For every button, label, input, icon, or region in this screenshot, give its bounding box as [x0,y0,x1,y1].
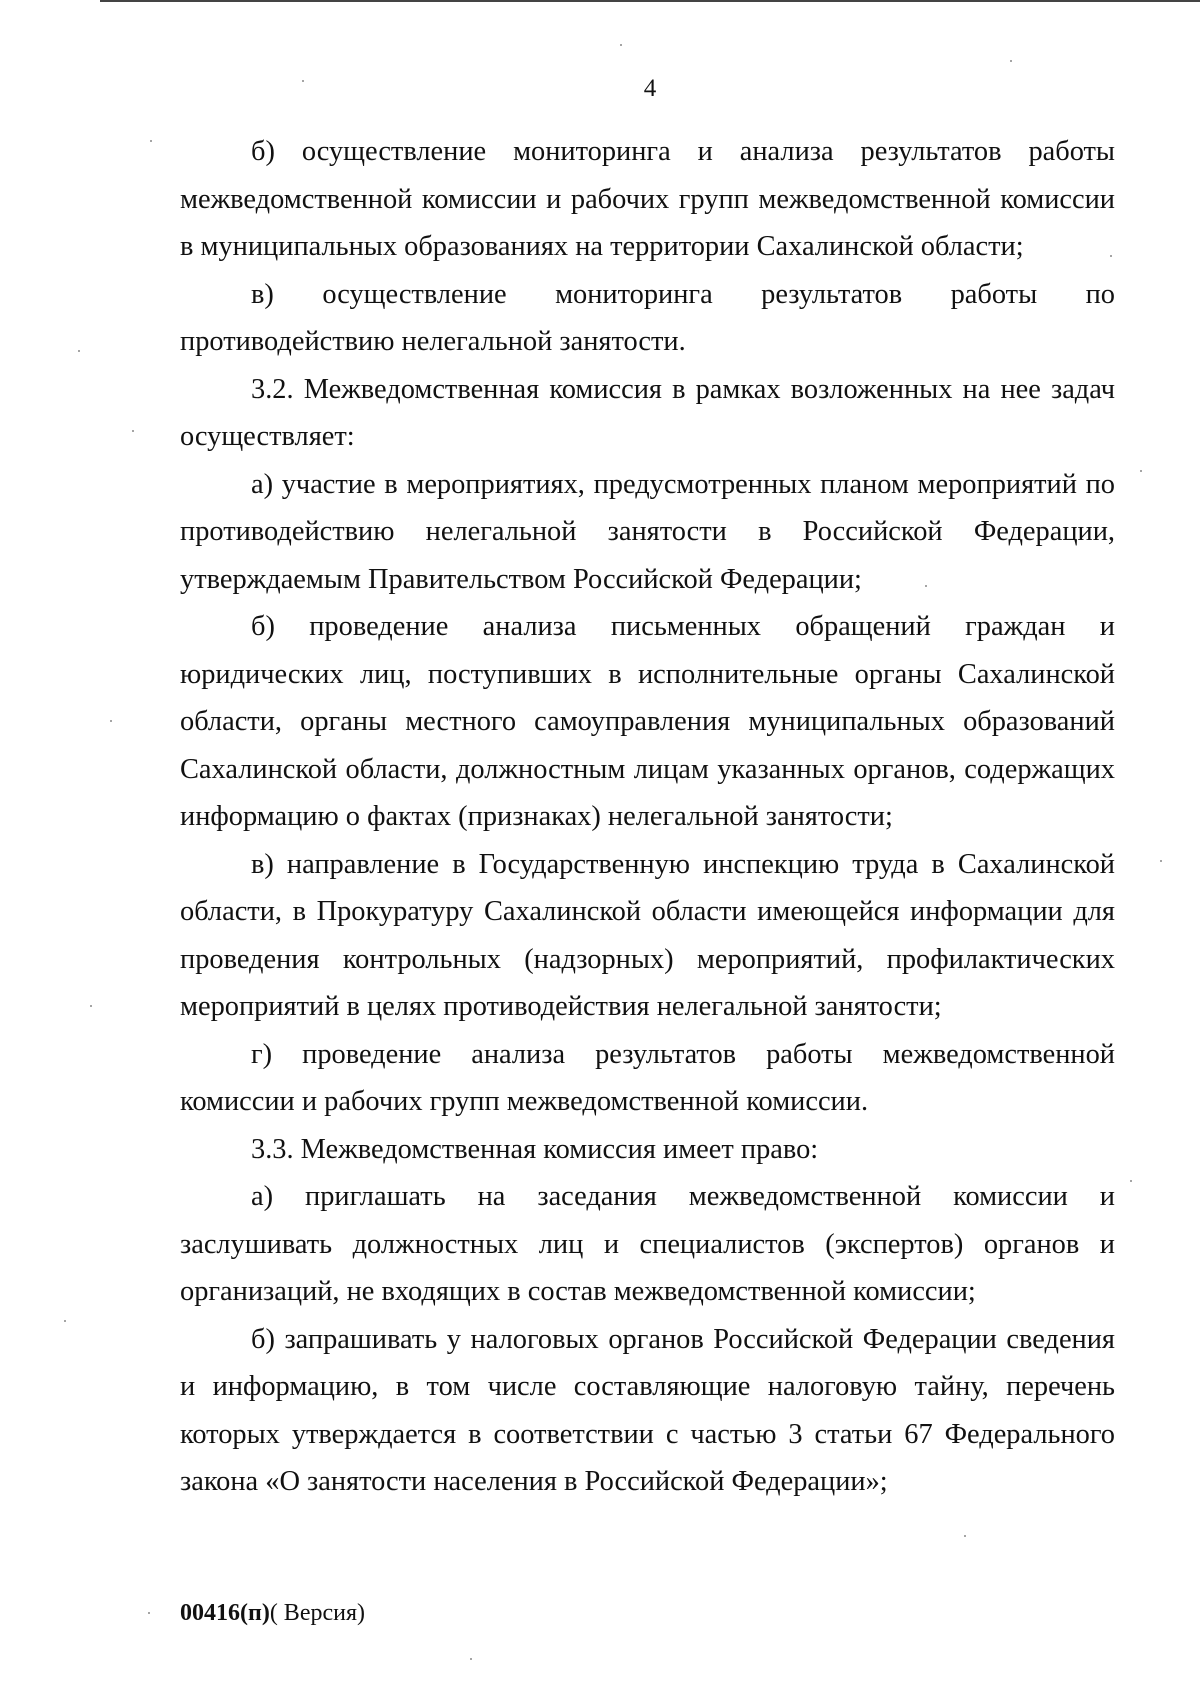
paragraph-b-monitoring-analysis: б) осуществление мониторинга и анализа результатов работы межведомственной комиссии и рабочих групп межведомственной комиссии в муниципальных образованиях на территории Сахалинской области; [180,136,1115,262]
scan-speck [110,720,112,722]
paragraph-3-2-heading: 3.2. Межведомственная комиссия в рамках возложенных на нее задач осуществляет: [180,373,1115,452]
scan-speck [925,585,927,587]
scan-speck [132,430,134,432]
paragraph-a-invite: а) приглашать на заседания межведомственной комиссии и заслушивать должностных лиц и специалистов (экспертов) органов и организаций, не входящих в состав межведомственной комиссии; [180,1181,1115,1307]
scan-speck [64,1320,66,1322]
paragraph-g-results-analysis: г) проведение анализа результатов работы межведомственной комиссии и рабочих групп межведомственной комиссии. [180,1038,1115,1117]
scan-speck [78,350,80,352]
document-footer [180,1598,365,1628]
scan-edge-line [100,0,1200,2]
paragraph-3-3-heading: 3.3. Межведомственная комиссия имеет право: [251,1133,819,1165]
scan-speck [1130,1180,1132,1182]
document-version: ( Версия) [269,1600,365,1626]
scan-speck [148,1612,150,1614]
paragraph-b-appeals-analysis: б) проведение анализа письменных обращений граждан и юридических лиц, поступивших в исполнительные органы Сахалинской области, органы местного самоуправления муниципальных образований Сахалинской области, должностным лицам указанных органов, содержащих информацию о фактах (признаках) нелегальной занятости; [180,611,1115,832]
page-number: 4 [643,75,657,102]
scan-speck [302,80,304,82]
scan-speck [620,44,622,46]
document-code: 00416(п) [180,1600,270,1626]
document-body [180,128,1115,1506]
scan-speck [964,1535,966,1537]
paragraph-b-request-info: б) запрашивать у налоговых органов Российской Федерации сведения и информацию, в том числе составляющие налоговую тайну, перечень которых утверждается в соответствии с частью 3 статьи 67 Федерального закона «О занятости населения в Российской Федерации»; [180,1323,1115,1497]
paragraph-v-referral: в) направление в Государственную инспекцию труда в Сахалинской области, в Прокуратуру Сахалинской области имеющейся информации для проведения контрольных (надзорных) мероприятий, профилактических мероприятий в целях противодействия нелегальной занятости; [180,848,1115,1022]
paragraph-a-participation: а) участие в мероприятиях, предусмотренных планом мероприятий по противодействию нелегальной занятости в Российской Федерации, утверждаемым Правительством Российской Федерации; [180,468,1115,595]
scan-speck [470,1658,472,1660]
paragraph-v-monitoring-results: в) осуществление мониторинга результатов работы по противодействию нелегальной занятости. [180,278,1115,357]
scan-speck [90,1005,92,1007]
scan-speck [1140,470,1142,472]
scan-speck [150,140,152,142]
scan-speck [1010,60,1012,62]
scan-speck [1110,255,1112,257]
scan-speck [1160,860,1162,862]
